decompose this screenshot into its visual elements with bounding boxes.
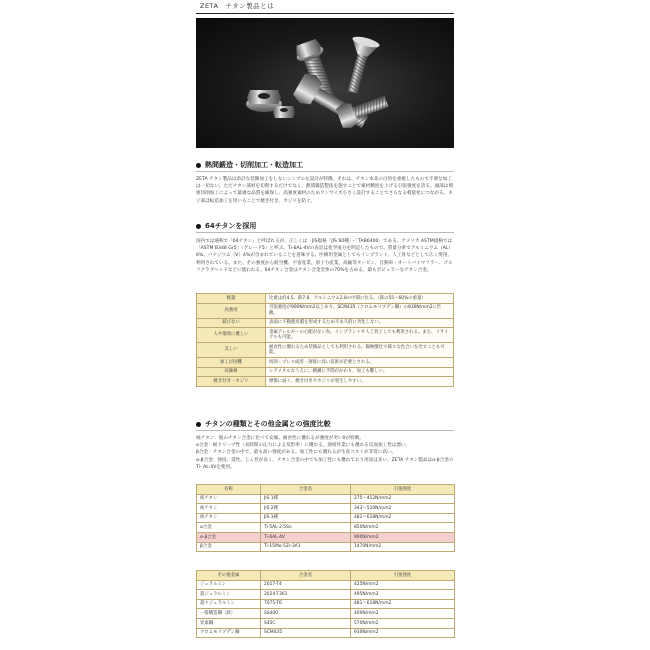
table-cell: 930N/mm2 <box>351 628 455 638</box>
section-heat-text: ZETA チタン製品は余計な装飾加工をしないシンプルな設計が特徴。それは、チタン本来の目的を重視したもので不要な加工は一切ない。ただチタン部材を切削するだけでなく、熱間鍛造製法を施すことで素材精度を上げる引張強度を誇る。頭部は増密切削加工によって最適な品質を確保し、高強度素材のためワンサイズ小さく設計することでさらなる軽量化につながる。ネジ部は転造加工を用いることで焼き付き、カジリを防ぐ。 <box>196 177 453 204</box>
table-cell: 400N/mm2 <box>351 609 455 619</box>
table-row <box>197 523 455 533</box>
column-header: 合金名 <box>261 571 351 581</box>
table-cell: JIS 1種 <box>261 494 351 504</box>
table-cell: 純チタン <box>197 513 261 523</box>
property-value: 引張強度が900N/mm2以上あり、SCM435（クロムモリブデン鋼）の930N/mm2に匹敵。 <box>266 303 454 318</box>
table-cell: クロムモリブデン鋼 <box>197 628 261 638</box>
table-cell: Ti-15Mo-5Zr-3A1 <box>261 542 351 552</box>
table-cell: ジュラルミン <box>197 580 261 590</box>
property-value: レアメタルなうえに、精錬に手間がかかり、加工も難しい。 <box>266 367 454 377</box>
table-cell: 一般構造鋼（鉄） <box>197 609 261 619</box>
table-cell: 481～618N/mm2 <box>351 599 455 609</box>
table-cell: 純チタン <box>197 504 261 514</box>
section-divider <box>196 171 454 172</box>
section-divider <box>196 232 454 233</box>
table-cell: JIS 3種 <box>261 513 351 523</box>
property-value: 耐食性に優れるため装飾品としても利用される。陽極酸化で様々な色合いを出すことも可能。 <box>266 343 454 358</box>
property-row <box>197 377 454 387</box>
table-cell: 425N/mm2 <box>351 580 455 590</box>
section-bullet-icon <box>196 422 201 427</box>
table-cell: 495N/mm2 <box>351 590 455 600</box>
section-ti64-text: 国内では通称で「64チタン」と呼ばれるが、正しくは JIS規格「JIS 60種」・「TAB6400」である。アメリカ ASTM規格では「ASTM B348 Gr5」（グレード5）と呼ぶ。Ti-6AL-4Vの表記は化学成分を明記したもので、質量分率でアルミニウム（AL）6%、バナジウム（V）4%が含まれていることを意味する。医療用金属としてもインプラント、人工骨などとして広く愛用、利用されている。また、その強度から航空機、宇宙産業、原子力産業、高級等タービン、自動車・オートバイマフラー、ゴルフクラブヘッドなどに使われる。64チタン合金はチタン合金全体の70%を占める、最もポピュラーなチタン合金。 <box>196 239 453 273</box>
property-key: 軽量 <box>197 294 266 304</box>
property-key: 人や環境に優しい <box>197 328 266 343</box>
property-row <box>197 303 454 318</box>
property-row <box>197 358 454 368</box>
property-value: 金属アレルギーの心配がない為、インプラントや人工骨としても利用される。また、リサイクルも可能。 <box>266 328 454 343</box>
table-cell: 2017-T4 <box>261 580 351 590</box>
column-header: 引張強度 <box>351 485 455 495</box>
table-header-row <box>197 485 455 495</box>
table-row <box>197 542 455 552</box>
section-title-ti64 <box>196 221 256 231</box>
table-cell: 570N/mm2 <box>351 618 455 628</box>
table-cell: Ti-6AL-4V <box>261 532 351 542</box>
table-cell: 343～510N/mm2 <box>351 504 455 514</box>
section-types-label: チタンの種類とその他金属との強度比較 <box>205 420 331 428</box>
table-header-row <box>197 571 455 581</box>
section-title-types <box>196 419 331 429</box>
column-header: その他金属 <box>197 571 261 581</box>
metals-strength-table <box>196 570 455 638</box>
column-header: 引張強度 <box>351 571 455 581</box>
section-types-text: 純チタン：他のチタン合金に比べて安価。耐食性に優れるが強度が劣い0が特徴。 α合金：耐クリープ性（長時間の応力による変形率）に優れる。溶接作業にも優れる反面加工性は悪い。 β合金：チタン合金の中で、最も高い強度がある。加工性にも優れるが生産コストが非常に高い。 α-β合金：強度、延性、じん性が良く、チタン合金の中でも加工性にも優れており用途は多い。ZETA チタン製品はα-β合金のTi- AL-4Vを使用。 <box>196 436 454 470</box>
property-key: 錆びない <box>197 318 266 328</box>
table-cell: 純チタン <box>197 494 261 504</box>
property-value: 比重は約4.5。鉄7.8、アルミニウム2.8の中間に位る。（鉄の55～60%の重量） <box>266 294 454 304</box>
property-value: 切削・プレス成形・溶接に高い技術が必要とされる。 <box>266 358 454 368</box>
table-cell: JIS 2種 <box>261 504 351 514</box>
table-cell: 1470N/mm2 <box>351 542 455 552</box>
property-row <box>197 294 454 304</box>
property-value: 摩擦に弱く、焼き付きやカジリが発生しやすい。 <box>266 377 454 387</box>
table-cell: 900N/mm2 <box>351 532 455 542</box>
titanium-strength-table <box>196 484 455 552</box>
table-cell: 超ジュラルミン <box>197 590 261 600</box>
table-cell: 2024-T361 <box>261 590 351 600</box>
table-row <box>197 513 455 523</box>
table-cell: 275～412N/mm2 <box>351 494 455 504</box>
table-row <box>197 599 455 609</box>
property-key: 高強度 <box>197 303 266 318</box>
property-key: 焼き付き・カジリ <box>197 377 266 387</box>
property-key: 加工が困難 <box>197 358 266 368</box>
property-key: 高価格 <box>197 367 266 377</box>
titanium-bolts-image <box>196 18 454 148</box>
property-row <box>197 318 454 328</box>
table-row <box>197 618 455 628</box>
table-cell: 7075-T6 <box>261 599 351 609</box>
column-header: 合金名 <box>261 485 351 495</box>
property-row <box>197 328 454 343</box>
page-header <box>196 0 454 14</box>
section-bullet-icon <box>196 224 201 229</box>
table-cell: 炭素鋼 <box>197 618 261 628</box>
property-row <box>197 367 454 377</box>
table-cell: S45C <box>261 618 351 628</box>
table-row <box>197 609 455 619</box>
table-row <box>197 590 455 600</box>
table-cell: 850N/mm2 <box>351 523 455 533</box>
column-header: 名称 <box>197 485 261 495</box>
section-bullet-icon <box>196 163 201 168</box>
property-key: 美しい <box>197 343 266 358</box>
hero-product-image <box>196 18 454 148</box>
section-ti64-label: 64チタンを採用 <box>205 222 257 230</box>
table-cell: 超々ジュラルミン <box>197 599 261 609</box>
table-cell: α合金 <box>197 523 261 533</box>
property-value: 表面に不動態皮膜を形成するため半永久的に劣化しない。 <box>266 318 454 328</box>
section-divider <box>196 430 454 431</box>
table-cell: SCM435 <box>261 628 351 638</box>
section-title-heat <box>196 160 303 170</box>
section-heat-label: 熱間鍛造・切削加工・転造加工 <box>205 161 303 169</box>
property-row <box>197 343 454 358</box>
properties-table <box>196 293 454 387</box>
table-cell: 481～618N/mm2 <box>351 513 455 523</box>
table-cell: α-β合金 <box>197 532 261 542</box>
table-cell: SS400 <box>261 609 351 619</box>
table-cell: β合金 <box>197 542 261 552</box>
header-divider <box>196 13 454 14</box>
table-cell: Ti-5AL-2.5Sn <box>261 523 351 533</box>
table-row <box>197 580 455 590</box>
header-title: ZETA チタン製品とは <box>200 2 275 10</box>
table-row <box>197 494 455 504</box>
table-row <box>197 628 455 638</box>
table-row <box>197 532 455 542</box>
table-row <box>197 504 455 514</box>
